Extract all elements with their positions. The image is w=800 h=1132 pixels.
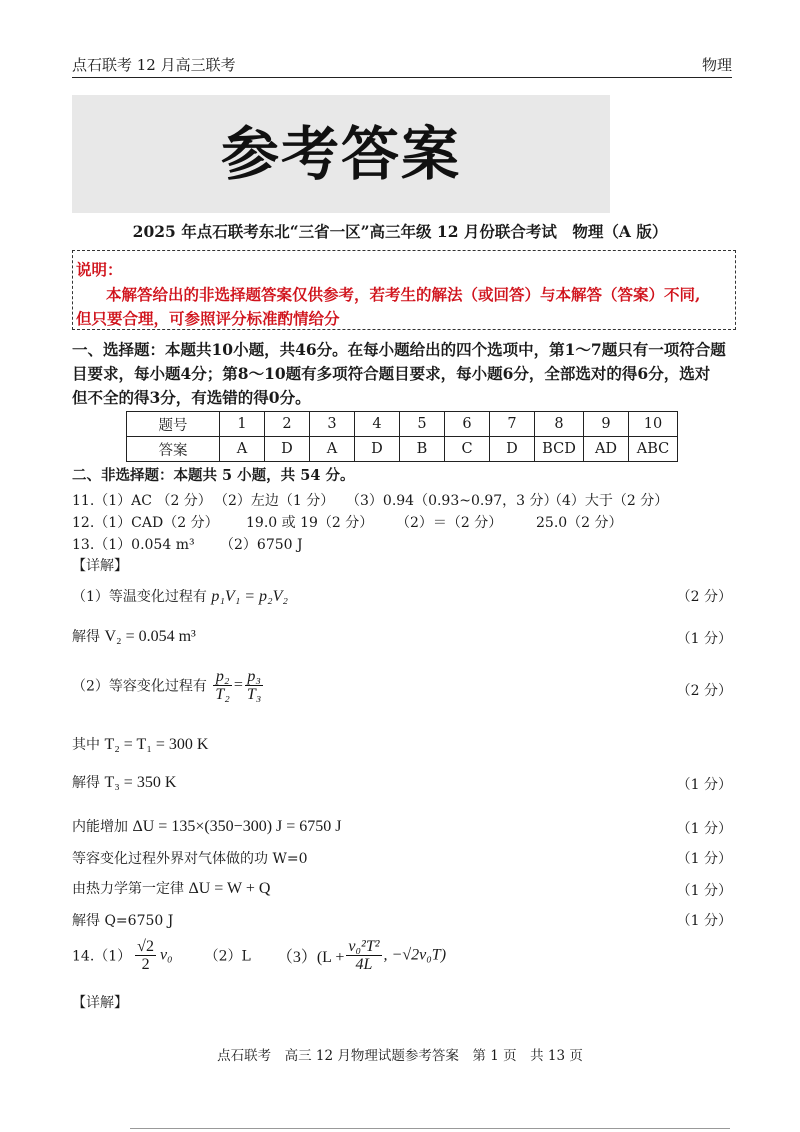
q14-label: 14.（1） — [72, 948, 132, 965]
table-cell-answer: BCD — [535, 437, 584, 462]
table-cell-number: 1 — [220, 412, 265, 437]
header-right: 物理 — [701, 56, 732, 74]
section1-line-3: 但不全的得3分，有选错的得0分。 — [72, 388, 311, 407]
q11-part2: （2）左边（1 分） — [214, 493, 335, 509]
q14-part2: （2）L — [204, 948, 251, 965]
table-cell-answer: D — [490, 437, 535, 462]
fraction-p3-t3: $\frac{\text{p₃}}{\text{T₃}}$ — [246, 668, 262, 703]
note-line-2: 但只要合理，可参照评分标准酌情给分 — [76, 309, 340, 328]
score-step-9: （1 分） — [676, 913, 732, 929]
solution-step-7: 等容变化过程外界对气体做的功 W=0 — [72, 851, 308, 867]
solution-step-5: 解得 T₃ = 350 K — [72, 774, 177, 791]
table-row-answers — [127, 437, 678, 462]
table-cell-answer: ABC — [629, 437, 678, 462]
fraction-v0sq-t-sq: $\frac{\text{v₀²T²}}{4L}$ — [348, 938, 380, 973]
table-cell-answer: AD — [584, 437, 629, 462]
detail-label-2: 【详解】 — [72, 995, 128, 1011]
table-cell-number: 9 — [584, 412, 629, 437]
formula-internal-energy: ΔU = 135×(350−300) J = 6750 J — [132, 818, 342, 835]
score-step-2: （1 分） — [676, 631, 732, 647]
table-cell-answer: C — [445, 437, 490, 462]
section2-heading: 二、非选择题：本题共 5 小题，共 54 分。 — [72, 467, 355, 484]
solution-step-9: 解得 Q=6750 J — [72, 913, 174, 929]
table-cell-number: 5 — [400, 412, 445, 437]
score-step-8: （1 分） — [676, 883, 732, 899]
table-cell-number: 10 — [629, 412, 678, 437]
q13-part1: 13.（1）0.054 m³ — [72, 537, 195, 553]
note-label: 说明： — [76, 260, 123, 279]
q14-v0: v₀ — [159, 946, 173, 964]
table-cell-answer: A — [220, 437, 265, 462]
header-left: 点石联考 12 月高三联考 — [72, 56, 236, 74]
q12-part4: 25.0（2 分） — [536, 515, 623, 531]
note-line-1: 本解答给出的非选择题答案仅供参考，若考生的解法（或回答）与本解答（答案）不同, — [106, 285, 701, 304]
table-cell-answer: D — [355, 437, 400, 462]
solution-step-4: 其中 T₂ = T₁ = 300 K — [72, 736, 209, 753]
banner-title: 参考答案 — [220, 120, 461, 188]
solution-step-3: （2）等容变化过程有 $\frac{\text{p₂}}{\text{T₂}}$ = $\frac{\text{p₃}}{\text{T₃}}$ — [72, 668, 262, 703]
bottom-rule — [130, 1128, 730, 1129]
equals-sign: = — [233, 676, 243, 694]
score-step-6: （1 分） — [676, 821, 732, 837]
q11-part4: （4）大于（2 分） — [548, 493, 669, 509]
table-cell-answer: B — [400, 437, 445, 462]
table-header-answer: 答案 — [127, 437, 220, 462]
section1-line-1: 一、选择题：本题共10小题，共46分。在每小题给出的四个选项中，第1～7题只有一项符合题 — [72, 340, 726, 359]
table-cell-number: 7 — [490, 412, 535, 437]
score-step-5: （1 分） — [676, 777, 732, 793]
section1-line-2: 目要求，每小题4分；第8～10题有多项符合题目要求，每小题6分，全部选对的得6分，选对 — [72, 364, 711, 383]
formula-isothermal: p₁V₁ = p₂V₂ — [211, 588, 288, 605]
solution-step-6: 内能增加 ΔU = 135×(350−300) J = 6750 J — [72, 818, 342, 835]
formula-volume: V₂ = 0.054 m³ — [104, 628, 196, 645]
table-header-number: 题号 — [127, 412, 220, 437]
score-step-1: （2 分） — [676, 589, 732, 605]
solution-step-1: （1）等温变化过程有 p₁V₁ = p₂V₂ — [72, 588, 288, 605]
q14-part3-suffix: , −√2v₀T) — [383, 946, 447, 964]
table-cell-answer: D — [265, 437, 310, 462]
formula-first-law: ΔU = W + Q — [188, 880, 271, 897]
detail-label: 【详解】 — [72, 558, 128, 574]
q11-part3: （3）0.94（0.93~0.97，3 分） — [346, 493, 558, 509]
formula-temperature-final: T₃ = 350 K — [104, 774, 177, 791]
formula-temperature-initial: T₂ = T₁ = 300 K — [104, 736, 209, 753]
solution-step-2: 解得 V₂ = 0.054 m³ — [72, 628, 196, 645]
table-cell-number: 6 — [445, 412, 490, 437]
score-step-7: （1 分） — [676, 851, 732, 867]
q12-part3: （2）＝（2 分） — [396, 515, 503, 531]
page-footer: 点石联考 高三 12 月物理试题参考答案 第 1 页 共 13 页 — [217, 1048, 583, 1064]
score-step-3: （2 分） — [676, 683, 732, 699]
solution-step-8: 由热力学第一定律 ΔU = W + Q — [72, 880, 271, 897]
table-cell-number: 3 — [310, 412, 355, 437]
table-cell-number: 4 — [355, 412, 400, 437]
table-cell-number: 8 — [535, 412, 584, 437]
q12-part1: 12.（1）CAD（2 分） — [72, 515, 219, 531]
exam-title: 2025 年点石联考东北“三省一区”高三年级 12 月份联合考试 物理（A 版） — [132, 222, 668, 241]
answer-table — [126, 411, 678, 462]
fraction-sqrt2-over-2: $\frac{√2}{2}$ — [137, 938, 154, 973]
fraction-p2-t2: $\frac{\text{p₂}}{\text{T₂}}$ — [215, 668, 230, 703]
q14-answers — [72, 938, 446, 973]
q11-part1: 11.（1）AC （2 分） — [72, 493, 212, 509]
table-cell-number: 2 — [265, 412, 310, 437]
table-cell-answer: A — [310, 437, 355, 462]
header-rule — [72, 77, 732, 78]
q14-part3-prefix: （3）(L + — [276, 949, 345, 966]
table-row-numbers — [127, 412, 678, 437]
q13-part2: （2）6750 J — [220, 537, 303, 553]
q12-part2: 19.0 或 19（2 分） — [246, 515, 374, 531]
